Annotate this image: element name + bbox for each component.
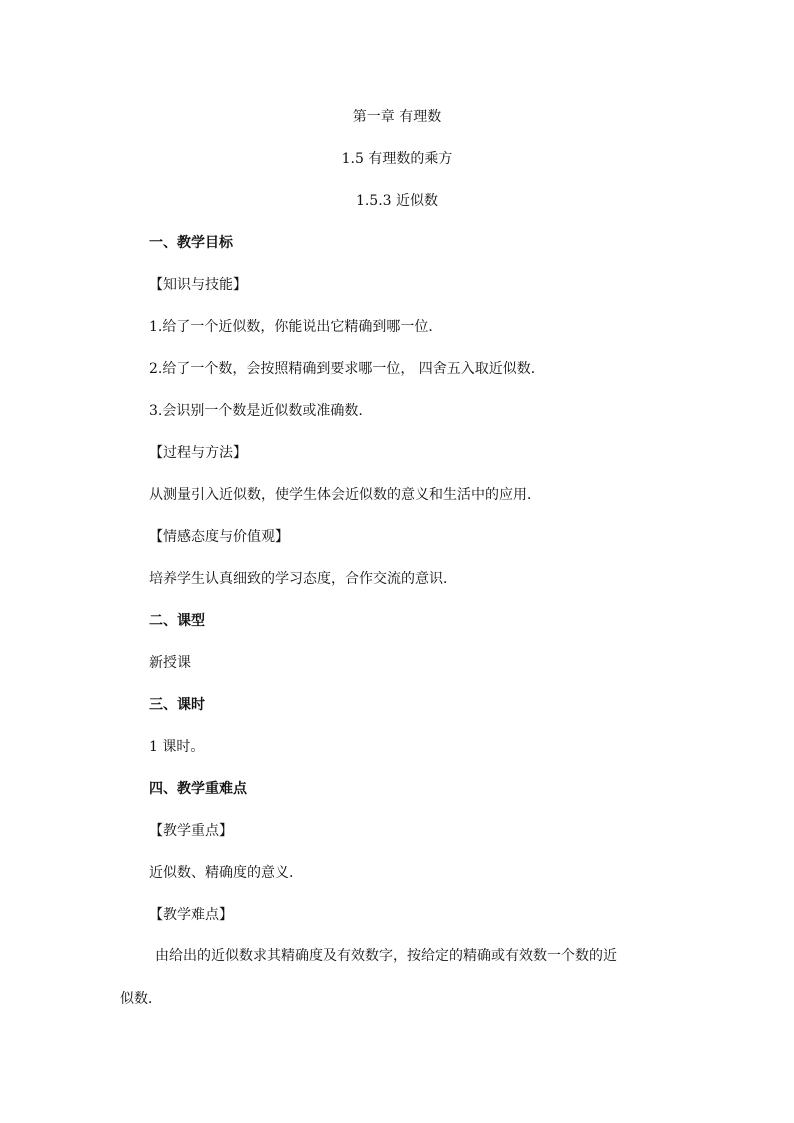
knowledge-item: 1.给了一个近似数，你能说出它精确到哪一位． [149, 319, 443, 335]
chapter-title: 第一章 有理数 [352, 109, 442, 125]
process-heading: 【过程与方法】 [149, 445, 247, 461]
emotion-heading: 【情感态度与价值观】 [149, 529, 289, 545]
objectives-heading: 一、教学目标 [149, 235, 233, 251]
key-point-text: 近似数、精确度的意义. [149, 865, 294, 881]
process-text: 从测量引入近似数，使学生体会近似数的意义和生活中的应用． [149, 487, 541, 503]
hours-heading: 三、课时 [149, 697, 205, 713]
key-point-heading: 【教学重点】 [149, 823, 233, 839]
focus-heading: 四、教学重难点 [149, 781, 247, 797]
subsection-title: 1.5.3 近似数 [355, 193, 439, 209]
knowledge-heading: 【知识与技能】 [149, 277, 247, 293]
type-heading: 二、课型 [149, 613, 205, 629]
difficulty-heading: 【教学难点】 [149, 907, 233, 923]
section-title: 1.5 有理数的乘方 [341, 151, 453, 167]
difficulty-text-line2: 似数． [120, 991, 162, 1007]
hours-text: 1 课时。 [149, 739, 205, 755]
emotion-text: 培养学生认真细致的学习态度，合作交流的意识． [149, 571, 457, 587]
type-text: 新授课 [149, 655, 191, 671]
difficulty-text-line1: 由给出的近似数求其精确度及有效数字，按给定的精确或有效数一个数的近 [155, 948, 617, 964]
knowledge-item: 2.给了一个数，会按照精确到要求哪一位， 四舍五入取近似数． [149, 361, 545, 377]
knowledge-item: 3.会识别一个数是近似数或准确数. [149, 403, 363, 419]
